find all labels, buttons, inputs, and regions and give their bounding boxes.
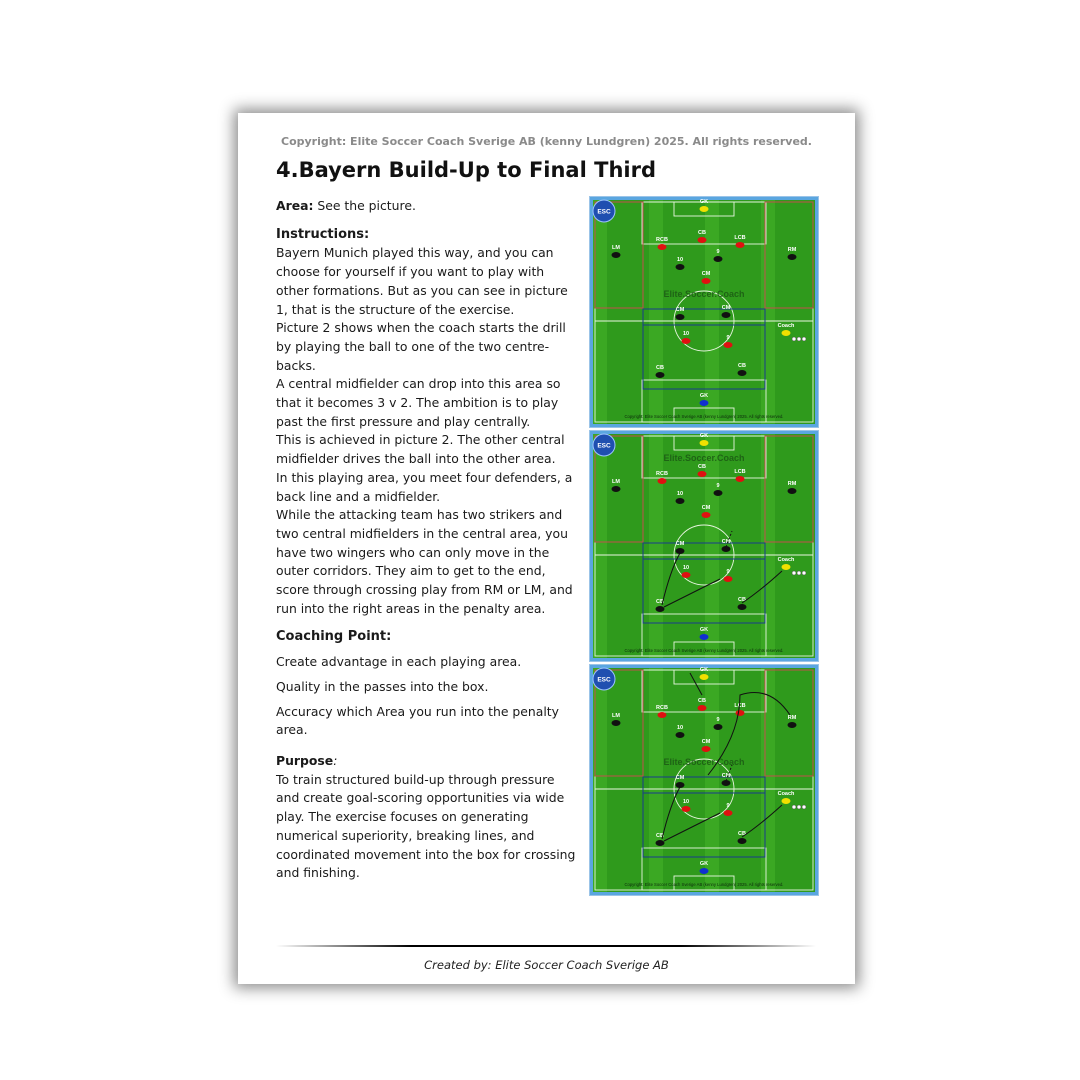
watermark: Elite.Soccer.Coach: [663, 757, 745, 767]
pitch-stripe: [705, 434, 719, 658]
player-marker: [656, 372, 665, 378]
player-label: LCB: [734, 235, 746, 241]
pitch-stripe: [761, 434, 775, 658]
area-line: [276, 197, 581, 216]
copyright-notice: Copyright: Elite Soccer Coach Sverige AB (kenny Lundgren) 2025. All rights reserved.: [281, 135, 812, 148]
instructions-paragraph: This is achieved in picture 2. The other central midfielder drives the ball into the other area.: [276, 432, 565, 467]
instructions-paragraph: Bayern Munich played this way, and you can choose for yourself if you want to play with other formations. But as you can see in picture 1, that is the structure of the exercise.: [276, 245, 568, 317]
document-page: [238, 113, 855, 984]
ball-icon: [792, 571, 796, 575]
player-label: CB: [698, 230, 706, 236]
instructions-paragraph: In this playing area, you meet four defenders, a back line and a midfielder.: [276, 469, 573, 504]
player-label: GK: [699, 667, 709, 673]
ball-icon: [797, 805, 801, 809]
player-marker: [736, 476, 745, 482]
esc-logo-text: ESC: [597, 208, 611, 216]
pitch-diagram-3: [590, 665, 818, 895]
player-marker: [714, 490, 723, 496]
pitch-stripe: [649, 434, 663, 658]
player-label: 10: [682, 565, 690, 571]
player-marker: [738, 604, 747, 610]
player-marker: [736, 710, 745, 716]
ball-icon: [802, 337, 806, 341]
purpose-heading-line: [276, 752, 581, 771]
player-marker: [612, 720, 621, 726]
player-marker: [676, 264, 685, 270]
pitch-stripe: [761, 668, 775, 892]
player-marker: [612, 486, 621, 492]
player-marker: [700, 400, 709, 406]
diagram-credit: Copyright: Elite Soccer Coach Sverige AB (kenny Lundgren) 2025. All rights reserved.: [624, 414, 784, 419]
player-marker: [658, 244, 667, 250]
instructions-paragraph: A central midfielder can drop into this area so that it becomes 3 v 2. The ambition is to play past the first pressure and play centrally.: [276, 376, 561, 429]
player-label: GK: [699, 393, 709, 399]
pitch-stripe: [649, 668, 663, 892]
player-label: GK: [699, 199, 709, 205]
ball-icon: [802, 571, 806, 575]
player-label: 10: [676, 257, 684, 263]
player-marker: [682, 338, 691, 344]
player-label: LCB: [734, 703, 746, 709]
player-label: LM: [612, 479, 620, 485]
player-label: 10: [682, 331, 690, 337]
player-marker: [676, 732, 685, 738]
player-marker: [714, 724, 723, 730]
player-label: 10: [676, 725, 684, 731]
player-label: Coach: [777, 791, 795, 797]
player-label: CM: [721, 773, 731, 779]
player-label: RM: [787, 247, 797, 253]
player-label: CB: [738, 597, 746, 603]
esc-logo-text: ESC: [597, 676, 611, 684]
player-label: 9: [726, 335, 730, 341]
player-marker: [788, 488, 797, 494]
player-label: 10: [682, 799, 690, 805]
watermark: Elite.Soccer.Coach: [663, 289, 745, 299]
player-label: 9: [716, 483, 720, 489]
player-label: CB: [656, 833, 664, 839]
coaching-heading: Coaching Point:: [276, 629, 392, 645]
pitch-stripe: [705, 668, 719, 892]
player-marker: [682, 572, 691, 578]
player-marker: [698, 237, 707, 243]
coaching-point: Quality in the passes into the box.: [276, 678, 489, 694]
player-label: LM: [612, 713, 620, 719]
player-label: RM: [787, 715, 797, 721]
player-marker: [782, 564, 791, 570]
ball-icon: [797, 571, 801, 575]
player-label: RCB: [656, 705, 668, 711]
player-label: CM: [701, 739, 711, 745]
player-label: GK: [699, 861, 709, 867]
player-label: CB: [698, 464, 706, 470]
player-label: LCB: [734, 469, 746, 475]
player-label: CB: [738, 363, 746, 369]
player-marker: [788, 722, 797, 728]
player-label: CM: [721, 305, 731, 311]
player-label: CB: [656, 365, 664, 371]
player-marker: [782, 798, 791, 804]
watermark: Elite.Soccer.Coach: [663, 453, 745, 463]
player-marker: [698, 705, 707, 711]
player-label: CM: [675, 307, 685, 313]
player-marker: [714, 256, 723, 262]
player-label: RCB: [656, 471, 668, 477]
player-marker: [700, 868, 709, 874]
player-label: CM: [675, 775, 685, 781]
player-marker: [676, 498, 685, 504]
instructions-paragraph: Picture 2 shows when the coach starts the drill by playing the ball to one of the two centre-backs.: [276, 320, 566, 373]
page-title: 4.Bayern Build-Up to Final Third: [276, 158, 656, 182]
player-marker: [702, 746, 711, 752]
exercise-diagrams: [590, 197, 818, 899]
instructions-column: [276, 197, 581, 883]
player-label: GK: [699, 433, 709, 439]
coaching-point: Accuracy which Area you run into the penalty area.: [276, 703, 559, 738]
player-marker: [782, 330, 791, 336]
player-marker: [658, 478, 667, 484]
player-marker: [702, 278, 711, 284]
player-label: LM: [612, 245, 620, 251]
player-marker: [736, 242, 745, 248]
player-marker: [738, 370, 747, 376]
purpose-colon: :: [333, 752, 338, 768]
purpose-text: To train structured build-up through pressure and create goal-scoring opportunities via wide play. The exercise focuses on generating numerical superiority, breaking lines, and coordinated movement into the box for crossing and finishing.: [276, 771, 576, 881]
player-marker: [700, 206, 709, 212]
diagram-credit: Copyright: Elite Soccer Coach Sverige AB (kenny Lundgren) 2025. All rights reserved.: [624, 648, 784, 653]
player-marker: [676, 314, 685, 320]
player-marker: [700, 440, 709, 446]
area-label: Area:: [276, 198, 314, 213]
player-marker: [722, 312, 731, 318]
player-label: RM: [787, 481, 797, 487]
instructions-paragraph: While the attacking team has two strikers and two central midfielders in the central area, you have two wingers who can only move in the outer corridors. They aim to get to the end, score through crossing play from RM or LM, and run into the right areas in the penalty area.: [276, 507, 573, 616]
player-label: 9: [716, 717, 720, 723]
ball-icon: [792, 337, 796, 341]
player-label: CB: [738, 831, 746, 837]
player-label: 10: [676, 491, 684, 497]
player-label: Coach: [777, 557, 795, 563]
player-marker: [702, 512, 711, 518]
player-label: RCB: [656, 237, 668, 243]
player-marker: [724, 576, 733, 582]
instructions-heading: Instructions:: [276, 226, 370, 242]
player-label: 9: [726, 569, 730, 575]
player-marker: [700, 634, 709, 640]
player-label: CB: [698, 698, 706, 704]
player-marker: [656, 840, 665, 846]
player-marker: [700, 674, 709, 680]
pitch-stripe: [761, 200, 775, 424]
player-label: CM: [675, 541, 685, 547]
purpose-heading: Purpose: [276, 752, 334, 768]
pitch-stripe: [705, 200, 719, 424]
player-marker: [724, 342, 733, 348]
player-label: 9: [716, 249, 720, 255]
player-marker: [724, 810, 733, 816]
footer-credit: Created by: Elite Soccer Coach Sverige AB: [424, 958, 669, 972]
player-marker: [788, 254, 797, 260]
esc-logo-text: ESC: [597, 442, 611, 450]
player-label: CM: [721, 539, 731, 545]
coaching-point: Create advantage in each playing area.: [276, 654, 522, 670]
ball-icon: [802, 805, 806, 809]
pitch-stripe: [649, 200, 663, 424]
player-label: CM: [701, 271, 711, 277]
player-label: CM: [701, 505, 711, 511]
area-text: See the picture.: [313, 198, 416, 213]
ball-icon: [792, 805, 796, 809]
player-label: Coach: [777, 323, 795, 329]
diagram-credit: Copyright: Elite Soccer Coach Sverige AB (kenny Lundgren) 2025. All rights reserved.: [624, 882, 784, 887]
player-marker: [656, 606, 665, 612]
player-marker: [612, 252, 621, 258]
ball-icon: [797, 337, 801, 341]
player-marker: [658, 712, 667, 718]
player-label: CB: [656, 599, 664, 605]
footer-divider: [276, 945, 816, 947]
pitch-diagram-1: [590, 197, 818, 427]
pitch-diagram-2: [590, 431, 818, 661]
player-marker: [682, 806, 691, 812]
player-label: 9: [726, 803, 730, 809]
player-marker: [738, 838, 747, 844]
player-marker: [698, 471, 707, 477]
player-label: GK: [699, 627, 709, 633]
